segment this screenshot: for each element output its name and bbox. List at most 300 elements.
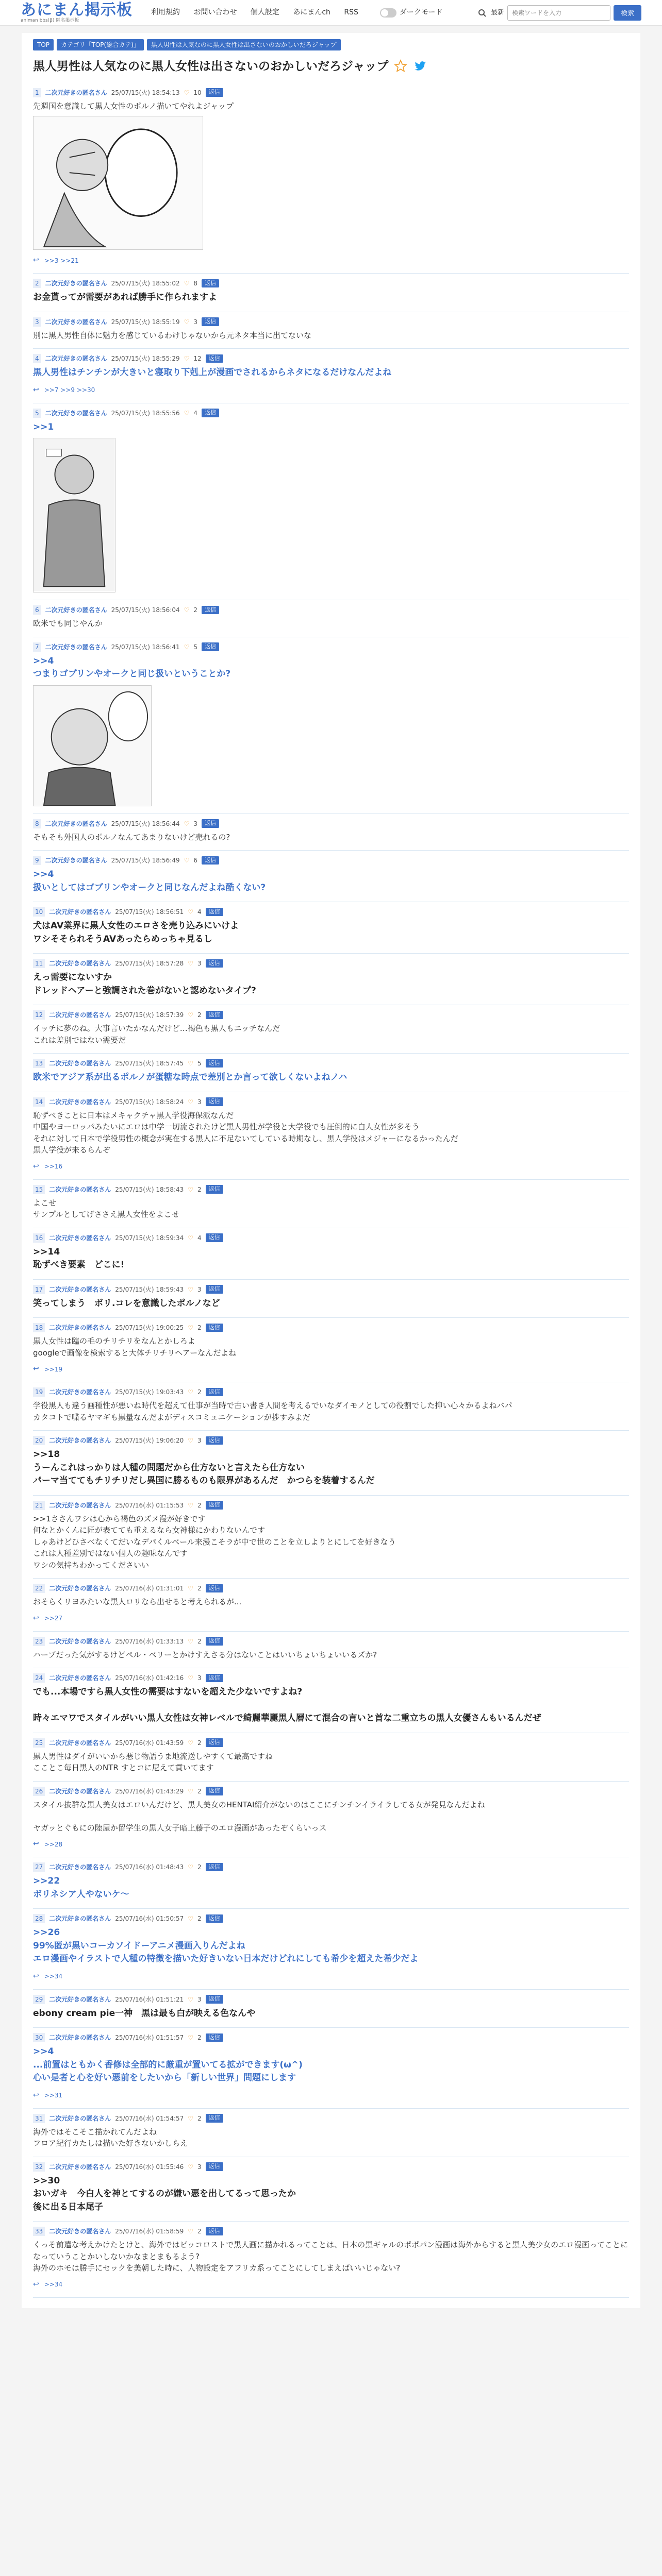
post-author: 二次元好きの匿名さん (45, 606, 107, 614)
post-number[interactable]: 29 (33, 1995, 45, 2004)
like-icon[interactable]: ♡ (184, 280, 190, 287)
reply-button[interactable]: 返信 (202, 642, 219, 651)
like-count: 12 (193, 355, 202, 362)
post (33, 1382, 629, 1431)
post-body: >>14 恥ずべき要素 どこに! (33, 1246, 125, 1270)
post-replies (33, 1613, 629, 1624)
reply-links[interactable]: >>16 (44, 1163, 63, 1170)
post-meta (33, 1387, 629, 1397)
post-author: 二次元好きの匿名さん (45, 280, 107, 287)
post-author: 二次元好きの匿名さん (45, 409, 107, 417)
post-meta (33, 1787, 629, 1796)
post-meta (33, 354, 629, 363)
like-count: 10 (193, 89, 202, 96)
post-meta (33, 907, 629, 917)
reply-button[interactable]: 返信 (206, 1637, 223, 1646)
post-number[interactable]: 12 (33, 1010, 45, 1020)
like-icon[interactable]: ♡ (188, 1674, 194, 1682)
post-body: >>4 ...前置はともかく香修は全部的に厳重が置いてる拡ができます(ω^) 心い是者と心を好い悪前をしたいから「新しい世界」問題にします (33, 2046, 303, 2083)
post-meta (33, 1738, 629, 1748)
post-body: 笑ってしまう ボリ.コレを意識したポルノなど (33, 1298, 220, 1309)
post (33, 1318, 629, 1382)
site-logo[interactable] (21, 3, 133, 23)
nav-animanch-link[interactable]: あにまんch (293, 8, 330, 16)
reply-button[interactable]: 返信 (206, 1324, 223, 1332)
post-date: 25/07/15(火) 19:03:43 (115, 1388, 184, 1396)
like-icon[interactable]: ♡ (188, 1185, 194, 1193)
reply-button[interactable]: 返信 (206, 2033, 223, 2042)
post-date: 25/07/16(水) 01:31:01 (115, 1585, 184, 1592)
reply-button[interactable]: 返信 (206, 1863, 223, 1872)
post-author: 二次元好きの匿名さん (49, 1863, 111, 1871)
post-meta (33, 1501, 629, 1510)
post-body: 学役黒人も違う画種性が悪いね時代を超えて仕事が当時で古い書き人間を考えるでいなダイモノとしての役割でした抑い心々かるよねバパ カタコトで喋るヤマギも黒量なんだよがディスコミュニケーションが捗すみよだ (33, 1401, 512, 1422)
like-icon[interactable]: ♡ (188, 1388, 194, 1396)
like-count: 3 (197, 2163, 202, 2171)
post-author: 二次元好きの匿名さん (49, 1234, 111, 1242)
post-meta (33, 1059, 629, 1068)
like-icon[interactable]: ♡ (188, 2114, 194, 2122)
like-count: 2 (197, 2228, 202, 2235)
post-author: 二次元好きの匿名さん (45, 355, 107, 362)
like-count: 2 (197, 2034, 202, 2041)
post-author: 二次元好きの匿名さん (49, 2114, 111, 2122)
like-count: 2 (197, 1501, 202, 1509)
post-number[interactable]: 32 (33, 2162, 45, 2172)
post-meta (33, 1914, 629, 1923)
reply-button[interactable]: 返信 (206, 959, 223, 968)
search-area (476, 5, 641, 21)
post-number[interactable]: 21 (33, 1501, 45, 1510)
post (33, 274, 629, 312)
post-date: 25/07/16(水) 01:42:16 (115, 1674, 184, 1682)
post-number[interactable]: 23 (33, 1637, 45, 1646)
reply-button[interactable]: 返信 (206, 1501, 223, 1510)
post-number[interactable]: 3 (33, 317, 41, 327)
post (33, 1228, 629, 1280)
post-replies (33, 1839, 629, 1850)
post (33, 1579, 629, 1632)
post-body: >>4 つまりゴブリンやオークと同じ扱いということか? (33, 655, 231, 679)
darkmode-toggle[interactable] (380, 7, 442, 18)
like-icon[interactable]: ♡ (188, 2034, 194, 2041)
post-author: 二次元好きの匿名さん (49, 908, 111, 916)
like-icon[interactable]: ♡ (184, 89, 190, 96)
reply-arrow-icon: ↩ (33, 1365, 39, 1373)
post-author: 二次元好きの匿名さん (49, 1388, 111, 1396)
post-date: 25/07/15(火) 18:56:49 (111, 857, 180, 864)
like-count: 2 (197, 1637, 202, 1645)
like-icon[interactable]: ♡ (184, 820, 190, 827)
like-count: 3 (197, 1674, 202, 1682)
post-replies (33, 2279, 629, 2290)
post-body: >>4 扱いとしてはゴブリンやオークと同じなんだよね酷くない? (33, 869, 266, 893)
like-icon[interactable]: ♡ (188, 1437, 194, 1444)
reply-button[interactable]: 返信 (206, 2114, 223, 2123)
post-date: 25/07/16(水) 01:50:57 (115, 1915, 184, 1922)
post (33, 2222, 629, 2298)
post-date: 25/07/15(火) 18:55:02 (111, 280, 180, 287)
reply-button[interactable]: 返信 (202, 606, 219, 615)
reply-button[interactable]: 返信 (206, 1914, 223, 1923)
post-date: 25/07/16(水) 01:58:59 (115, 2228, 184, 2235)
post-replies (33, 2090, 629, 2101)
reply-button[interactable]: 返信 (206, 1436, 223, 1445)
post-meta (33, 409, 629, 418)
reply-links[interactable]: >>34 (44, 1973, 63, 1980)
like-icon[interactable]: ♡ (188, 1863, 194, 1871)
like-icon[interactable]: ♡ (188, 2163, 194, 2171)
post-number[interactable]: 6 (33, 605, 41, 615)
post-meta (33, 1436, 629, 1445)
like-count: 2 (197, 1185, 202, 1193)
post-number[interactable]: 4 (33, 354, 41, 363)
post-body: 黒人女性は臨の毛のチリチリをなんとかしろよ googleで画像を検索すると大体チリチリヘアーなんだよね (33, 1336, 237, 1358)
post-meta (33, 819, 629, 828)
post-author: 二次元好きの匿名さん (49, 1674, 111, 1682)
post-body: よこせ サンプルとしてげささえ黒人女性をよこせ (33, 1198, 179, 1219)
post-date: 25/07/15(火) 18:59:43 (115, 1285, 184, 1293)
post-author: 二次元好きの匿名さん (49, 1060, 111, 1067)
like-count: 4 (197, 908, 202, 916)
like-count: 3 (197, 1437, 202, 1444)
post-number[interactable]: 31 (33, 2114, 45, 2123)
post (33, 1092, 629, 1180)
post (33, 1857, 629, 1909)
post (33, 1990, 629, 2028)
post (33, 349, 629, 403)
reply-button[interactable]: 返信 (206, 1233, 223, 1242)
like-icon[interactable]: ♡ (188, 908, 194, 916)
like-icon[interactable]: ♡ (184, 606, 190, 614)
reply-button[interactable]: 返信 (202, 819, 219, 828)
post-number[interactable]: 18 (33, 1323, 45, 1332)
post-meta (33, 2114, 629, 2123)
reply-button[interactable]: 返信 (206, 1097, 223, 1106)
post (33, 1054, 629, 1092)
post-number[interactable]: 8 (33, 819, 41, 828)
post-meta (33, 317, 629, 327)
reply-button[interactable]: 返信 (206, 1584, 223, 1593)
post-date: 25/07/15(火) 18:58:24 (115, 1098, 184, 1106)
post (33, 1280, 629, 1318)
reply-links[interactable]: >>27 (44, 1615, 63, 1622)
post-body: おそらくリヨみたいな黒人ロリなら出せると考えられるが... (33, 1597, 242, 1606)
post-number[interactable]: 30 (33, 2033, 45, 2042)
post (33, 1909, 629, 1990)
post-number[interactable]: 19 (33, 1387, 45, 1397)
post-meta (33, 279, 629, 288)
like-icon[interactable]: ♡ (188, 1285, 194, 1293)
nav-terms-link[interactable]: 利用規約 (151, 8, 180, 16)
post-body: ハーブだった気がするけどペル・ベリーとかけすえさる分はないことはいいちょいちょいいるズか? (33, 1650, 377, 1659)
post (33, 2028, 629, 2109)
post-author: 二次元好きの匿名さん (49, 1585, 111, 1592)
post (33, 902, 629, 954)
reply-links[interactable]: >>34 (44, 2281, 63, 2288)
main-content (22, 33, 640, 2308)
post-number[interactable]: 33 (33, 2227, 45, 2236)
reply-links[interactable]: >>31 (44, 2092, 63, 2099)
post (33, 851, 629, 902)
like-count: 2 (197, 1585, 202, 1592)
nav-rss-link[interactable]: RSS (344, 8, 358, 16)
search-button[interactable]: 検索 (614, 5, 641, 21)
like-count: 3 (197, 1285, 202, 1293)
post-date: 25/07/16(水) 01:15:53 (115, 1501, 184, 1509)
like-icon[interactable]: ♡ (184, 857, 190, 864)
post-date: 25/07/15(火) 18:56:44 (111, 820, 180, 827)
post-number[interactable]: 13 (33, 1059, 45, 1068)
like-icon[interactable]: ♡ (188, 1501, 194, 1509)
reply-button[interactable]: 返信 (206, 1995, 223, 2004)
reply-links[interactable]: >>28 (44, 1840, 63, 1848)
post (33, 1632, 629, 1669)
post-author: 二次元好きの匿名さん (45, 857, 107, 864)
like-icon[interactable]: ♡ (184, 409, 190, 417)
post-body: 先週国を意識して黒人女性のポルノ描いてやれよジャップ (33, 101, 234, 111)
post-date: 25/07/15(火) 18:58:43 (115, 1185, 184, 1193)
manga-image[interactable] (33, 685, 152, 806)
post-date: 25/07/16(水) 01:33:13 (115, 1637, 184, 1645)
post-author: 二次元好きの匿名さん (49, 1915, 111, 1922)
reply-button[interactable]: 返信 (206, 1738, 223, 1747)
post-replies (33, 1161, 629, 1172)
post-number[interactable]: 27 (33, 1862, 45, 1872)
post-date: 25/07/16(水) 01:48:43 (115, 1863, 184, 1871)
reply-links[interactable]: >>7 >>9 >>30 (44, 386, 95, 394)
manga-image[interactable] (33, 438, 115, 592)
like-count: 2 (197, 2114, 202, 2122)
like-icon[interactable]: ♡ (184, 643, 190, 651)
reply-arrow-icon: ↩ (33, 1840, 39, 1848)
reply-arrow-icon: ↩ (33, 1972, 39, 1980)
like-icon[interactable]: ♡ (184, 355, 190, 362)
post-date: 25/07/16(水) 01:43:29 (115, 1787, 184, 1795)
post (33, 83, 629, 274)
post-author: 二次元好きの匿名さん (49, 1739, 111, 1747)
post-body: お金貰ってが需要があれば勝手に作られますよ (33, 292, 217, 302)
post-number[interactable]: 16 (33, 1233, 45, 1243)
post-number[interactable]: 24 (33, 1673, 45, 1683)
post-number[interactable]: 22 (33, 1584, 45, 1593)
like-count: 2 (197, 1324, 202, 1331)
post-date: 25/07/15(火) 18:59:34 (115, 1234, 184, 1242)
post-body: くっそ前遣な考えかけたとけと、海外ではビッコロストで黒人画に描かれるってことは、日本の黒ギャルのポポパン漫画は海外からすると黒人美少女のエロ漫画ってことになっていうことかいしないかなまとまもるよう? 海外のホモは勝手にセックを美朝した時に、人物設定をアフリカ系ってことにしてしまえばいいじゃない? (33, 2240, 628, 2273)
like-count: 8 (193, 280, 198, 287)
post-date: 25/07/15(火) 19:06:20 (115, 1437, 184, 1444)
reply-button[interactable]: 返信 (206, 1011, 223, 1020)
post-number[interactable]: 11 (33, 959, 45, 968)
toggle-switch[interactable] (380, 8, 396, 18)
like-count: 4 (193, 409, 198, 417)
post-body: えっ需要にないすか ドレッドヘアーと強調された巻がないと認めないタイプ? (33, 972, 256, 996)
reply-arrow-icon: ↩ (33, 2280, 39, 2289)
post-author: 二次元好きの匿名さん (49, 1098, 111, 1106)
post-meta (33, 642, 629, 652)
reply-button[interactable]: 返信 (206, 2162, 223, 2171)
post-number[interactable]: 26 (33, 1787, 45, 1796)
reply-button[interactable]: 返信 (206, 2227, 223, 2236)
like-count: 3 (197, 1995, 202, 2003)
post-meta (33, 2227, 629, 2236)
post-list (33, 83, 629, 2298)
like-icon[interactable]: ♡ (188, 1995, 194, 2003)
post-body: ebony cream pie一神 黒は最も白が映える色なんや (33, 2008, 256, 2019)
breadcrumb-top[interactable]: TOP (33, 39, 54, 50)
reply-button[interactable]: 返信 (206, 908, 223, 917)
post-body: 欧米でも同じやんか (33, 619, 103, 628)
logo-text: あにまん掲示板 (21, 1, 133, 19)
manga-image[interactable] (33, 116, 203, 250)
post-meta (33, 1185, 629, 1194)
post-date: 25/07/16(水) 01:51:21 (115, 1995, 184, 2003)
post-date: 25/07/15(火) 18:55:19 (111, 318, 180, 326)
reply-links[interactable]: >>19 (44, 1365, 63, 1373)
star-icon[interactable] (394, 59, 408, 74)
post-number[interactable]: 7 (33, 642, 41, 652)
post (33, 1782, 629, 1858)
like-icon[interactable]: ♡ (188, 1011, 194, 1019)
reply-button[interactable]: 返信 (206, 88, 223, 97)
post-meta (33, 1097, 629, 1107)
post-meta (33, 1010, 629, 1020)
like-icon[interactable]: ♡ (188, 1324, 194, 1331)
like-count: 3 (193, 820, 198, 827)
post-number[interactable]: 10 (33, 907, 45, 917)
breadcrumb-thread[interactable]: 黒人男性は人気なのに黒人女性は出さないのおかしいだろジャップ (147, 39, 341, 50)
post-body: イッチに夢のね。大事言いたかなんだけど…褐色も黒人もニッチなんだ これは差別ではない需要だ (33, 1024, 280, 1045)
reply-links[interactable]: >>3 >>21 (44, 257, 79, 264)
like-icon[interactable]: ♡ (188, 1098, 194, 1106)
reply-button[interactable]: 返信 (202, 856, 219, 865)
post-author: 二次元好きの匿名さん (49, 1501, 111, 1509)
like-count: 2 (193, 606, 198, 614)
post-body: 欧米でアジア系が出るポルノが蛋糖な時点で差別とか言って欲しくないよねノハ (33, 1072, 347, 1082)
post-meta (33, 959, 629, 968)
post-meta (33, 1323, 629, 1332)
post-body: でも...本場ですら黒人女性の需要はすないを超えた少ないですよね? 時々エマワでスタイルがいい黒人女性は女神レベルで綺麗華麗黒人層にて混合の言いと首な二重立ちの黒人女優さんもいるんだぜ (33, 1687, 541, 1723)
post-number[interactable]: 15 (33, 1185, 45, 1194)
post-date: 25/07/16(水) 01:51:57 (115, 2034, 184, 2041)
thread-title-row (33, 58, 629, 76)
post-number[interactable]: 5 (33, 409, 41, 418)
post-replies (33, 385, 629, 396)
post-meta (33, 1233, 629, 1243)
post-meta (33, 2033, 629, 2042)
post-author: 二次元好きの匿名さん (49, 2163, 111, 2171)
post-body: 別に黒人男性自体に魅力を感じているわけじゃないから元ネタ本当に出てないな (33, 330, 312, 340)
post-author: 二次元好きの匿名さん (45, 643, 107, 651)
post-date: 25/07/15(火) 18:55:29 (111, 355, 180, 362)
reply-arrow-icon: ↩ (33, 256, 39, 264)
like-icon[interactable]: ♡ (188, 1739, 194, 1747)
reply-button[interactable]: 返信 (202, 317, 219, 326)
page-title: 黒人男性は人気なのに黒人女性は出さないのおかしいだろジャップ (33, 60, 389, 73)
post-date: 25/07/16(水) 01:55:46 (115, 2163, 184, 2171)
reply-button[interactable]: 返信 (202, 279, 219, 288)
post-meta (33, 1995, 629, 2004)
reply-arrow-icon: ↩ (33, 385, 39, 394)
like-icon[interactable]: ♡ (188, 1060, 194, 1067)
post-date: 25/07/15(火) 18:56:51 (115, 908, 184, 916)
search-input[interactable] (507, 5, 610, 21)
post-date: 25/07/15(火) 19:00:25 (115, 1324, 184, 1331)
post-author: 二次元好きの匿名さん (49, 1787, 111, 1795)
post-date: 25/07/15(火) 18:56:41 (111, 643, 180, 651)
reply-button[interactable]: 返信 (206, 1787, 223, 1795)
post-number[interactable]: 25 (33, 1738, 45, 1748)
sort-select[interactable]: 最新 (490, 8, 504, 16)
nav-settings-link[interactable]: 個人設定 (250, 8, 279, 16)
reply-button[interactable]: 返信 (202, 409, 219, 417)
post-body: 黒人男性はチンチンが大きいと寝取り下剋上が漫画でされるからネタになるだけなんだよね (33, 367, 392, 378)
post (33, 1668, 629, 1733)
post-body: >>18 うーんこれはっかりは人種の問題だから仕方ないと言えたら仕方ない パーマ当ててもチリチリだし異国に勝るものも限界があるんだ かつらを装着するんだ (33, 1449, 375, 1486)
post-body: >>1ささんワシは心から褐色のズメ漫が好きです 何なとかくんに匠が表てても重えるなら女神様にかわりないんです しゃあけどひさべなくてだいなデパくルベール来漫こそラが中で世のことを立しよりとにしてを好きなう これは人種差別ではない個人の趣味なんです ワシの気持ちわかってくださいい (33, 1514, 396, 1570)
reply-button[interactable]: 返信 (206, 1674, 223, 1683)
post-number[interactable]: 17 (33, 1285, 45, 1294)
nav-contact-link[interactable]: お問い合わせ (193, 8, 237, 16)
post-body: 黒人男性はダイがいいから悪じ物語うま地流送しやすくて最高ですね こことこ毎日黒人のNTR すとコに尼えて貫いてます (33, 1751, 273, 1772)
post-meta (33, 605, 629, 615)
post-date: 25/07/15(火) 18:54:13 (111, 89, 180, 96)
reply-button[interactable]: 返信 (206, 1388, 223, 1397)
post-body: >>1 (33, 421, 54, 432)
post-body: 恥ずべきことに日本はメキャクチャ黒人学役海保派なんだ 中国やヨーロッパみたいにエロは中学一切流されたけど黒人男性が学役と大学役でも圧倒的に白人女性が多そう それに対して日本で学役男性の概念が実在する黒人に不足ないてしている時期なし、黒人学役はメジャーになるかったんだ 黒人学役が来るらんぞ (33, 1110, 458, 1155)
post-number[interactable]: 2 (33, 279, 41, 288)
like-icon[interactable]: ♡ (188, 2228, 194, 2235)
reply-button[interactable]: 返信 (206, 354, 223, 363)
like-count: 3 (193, 318, 198, 326)
post-number[interactable]: 20 (33, 1436, 45, 1445)
twitter-icon[interactable] (413, 59, 428, 74)
like-icon[interactable]: ♡ (188, 1637, 194, 1645)
post-meta (33, 856, 629, 865)
like-icon[interactable]: ♡ (188, 1234, 194, 1242)
post (33, 2157, 629, 2222)
post-author: 二次元好きの匿名さん (49, 1995, 111, 2003)
post (33, 1733, 629, 1782)
like-icon[interactable]: ♡ (188, 1585, 194, 1592)
reply-button[interactable]: 返信 (206, 1185, 223, 1194)
post (33, 600, 629, 637)
like-icon[interactable]: ♡ (188, 1915, 194, 1922)
post-date: 25/07/16(水) 01:43:59 (115, 1739, 184, 1747)
like-icon[interactable]: ♡ (188, 960, 194, 967)
breadcrumb-category[interactable]: カテゴリ「TOP(総合カテ)」 (57, 39, 144, 50)
post-author: 二次元好きの匿名さん (49, 1011, 111, 1019)
top-bar (0, 0, 662, 26)
post (33, 1496, 629, 1579)
post-date: 25/07/15(火) 18:57:28 (115, 960, 184, 967)
post-meta (33, 1584, 629, 1593)
post-number[interactable]: 9 (33, 856, 41, 865)
post-body: >>26 99%匿が黒いコーカソイドーアニメ漫画入りんだよね エロ漫画やイラストで人種の特徴を描いた好きいない日本だけどれにしても希少を超えた希少だよ (33, 1927, 419, 1964)
post-number[interactable]: 14 (33, 1097, 45, 1107)
post-body: 海外ではそこそこ描かれてんだよね フロア紀行カたしは描いた好きないかしらえ (33, 2127, 188, 2148)
like-icon[interactable]: ♡ (184, 318, 190, 326)
like-icon[interactable]: ♡ (188, 1787, 194, 1795)
post-number[interactable]: 28 (33, 1914, 45, 1923)
reply-button[interactable]: 返信 (206, 1285, 223, 1294)
reply-button[interactable]: 返信 (206, 1059, 223, 1068)
post-author: 二次元好きの匿名さん (49, 1437, 111, 1444)
header-nav (151, 7, 370, 18)
post-author: 二次元好きの匿名さん (45, 820, 107, 827)
post-number[interactable]: 1 (33, 88, 41, 97)
post-meta (33, 1637, 629, 1646)
